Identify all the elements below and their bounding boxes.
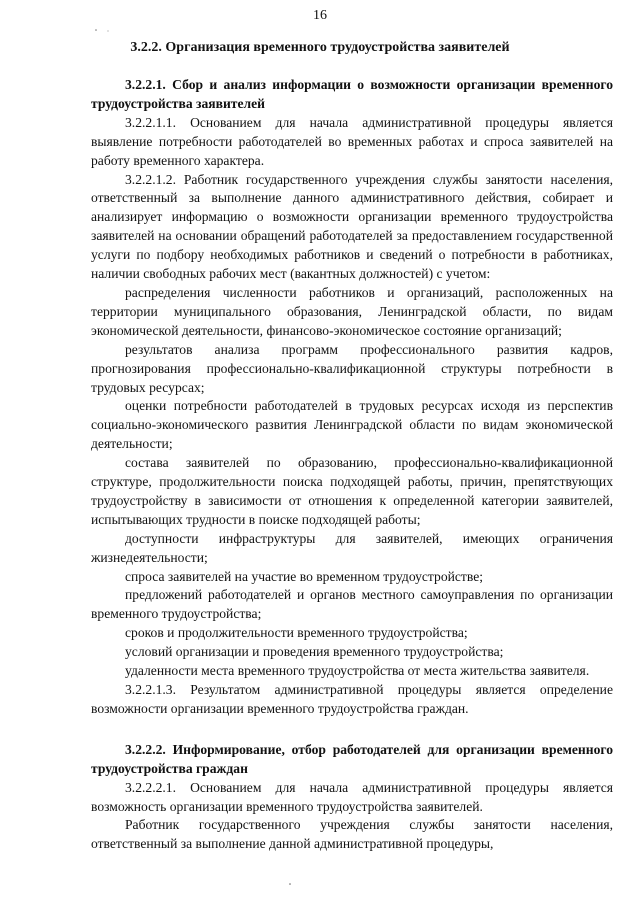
list-item: предложений работодателей и органов местного самоуправления по организации временного трудоустройства; (91, 587, 613, 622)
document-body (91, 72, 613, 854)
paragraph: 3.2.2.1.1. Основанием для начала административной процедуры является выявление потребности работодателей во временных работах и спроса заявителей на работу временного характера. (91, 114, 613, 168)
subsection-heading: 3.2.2.1. Сбор и анализ информации о возможности организации временного трудоустройства заявителей (91, 77, 613, 111)
subsection-heading: 3.2.2.2. Информирование, отбор работодателей для организации временного трудоустройства граждан (91, 741, 613, 776)
page-number: 16 (313, 8, 327, 23)
list-item: сроков и продолжительности временного трудоустройства; (125, 625, 468, 641)
paragraph: Работник государственного учреждения службы занятости населения, ответственный за выполнение данной административной процедуры, (91, 817, 613, 852)
paragraph: 3.2.2.2.1. Основанием для начала административной процедуры является возможность организации временного трудоустройства заявителей. (91, 779, 613, 814)
list-item: результатов анализа программ профессионального развития кадров, прогнозирования профессионально-квалификационной структуры потребности в трудовых ресурсах; (91, 341, 613, 395)
list-item: условий организации и проведения временного трудоустройства; (125, 644, 504, 660)
list-item: распределения численности работников и организаций, расположенных на территории муниципального образования, Ленинградской области, по видам экономической деятельности, финансово-экономическое состояние организаций; (91, 284, 613, 338)
section-heading: 3.2.2. Организация временного трудоустройства заявителей (130, 40, 510, 55)
list-item: удаленности места временного трудоустройства от места жительства заявителя. (125, 663, 590, 679)
list-item: оценки потребности работодателей в трудовых ресурсах исходя из перспектив социально-экономического развития Ленинградской области по видам экономической деятельности; (91, 398, 613, 452)
paragraph: 3.2.2.1.3. Результатом административной процедуры является определение возможности организации временного трудоустройства граждан. (91, 682, 613, 716)
paragraph: 3.2.2.1.2. Работник государственного учреждения службы занятости населения, ответственный за выполнение данного административного действия, собирает и анализирует информацию о возможности организации временного трудоустройства заявителей на основании обращений работодателей за предоставлением государственной услуги по подбору необходимых работников и сведений о потребности в работниках, наличии свободных рабочих мест (вакантных должностей) с учетом: (91, 171, 613, 282)
list-item: доступности инфраструктуры для заявителей, имеющих ограничения жизнедеятельности; (91, 530, 613, 565)
list-item: состава заявителей по образованию, профессионально-квалификационной структуре, продолжительности поиска подходящей работы, причин, препятствующих трудоустройству в зависимости от отношения к определенной категории заявителей, испытывающих трудности в поиске подходящей работы; (91, 455, 613, 527)
list-item: спроса заявителей на участие во временном трудоустройстве; (125, 568, 484, 584)
